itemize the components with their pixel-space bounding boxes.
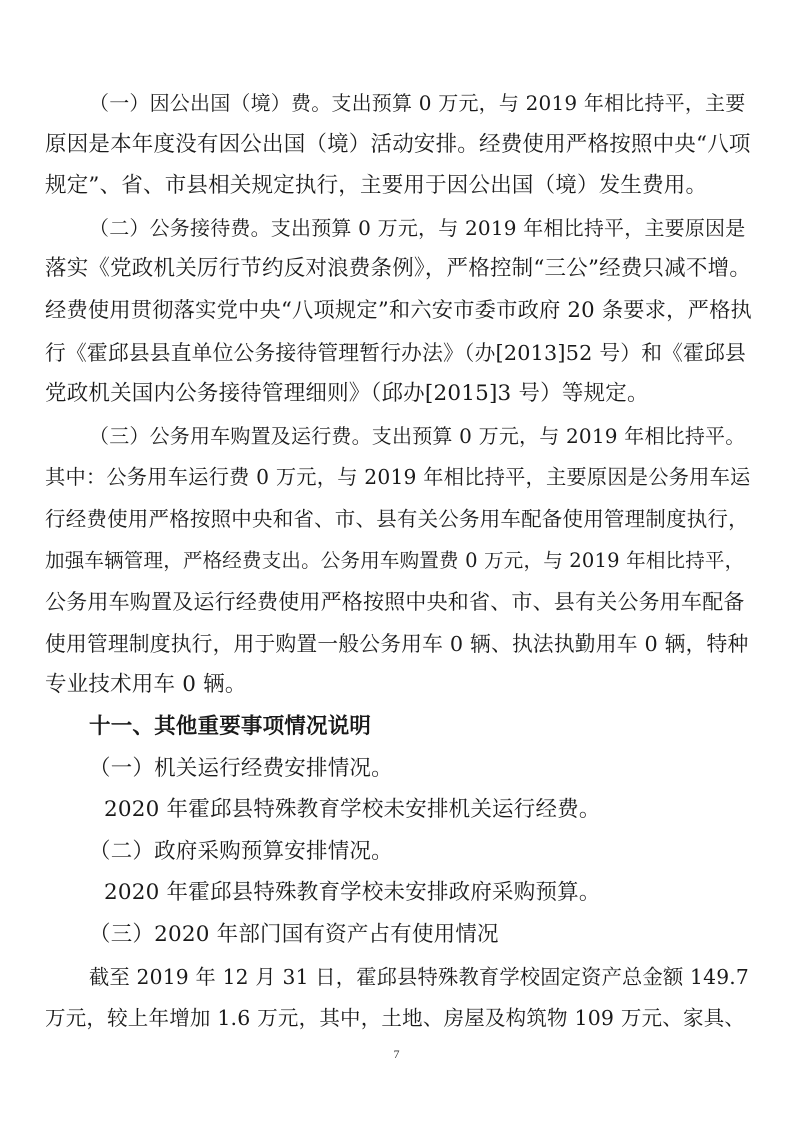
paragraph-line: 截至 2019 年 12 月 31 日，霍邱县特殊教育学校固定资产总金额 149.7 bbox=[89, 964, 750, 989]
paragraph-line: （一）因公出国（境）费。支出预算 0 万元，与 2019 年相比持平，主要 bbox=[89, 91, 746, 115]
paragraph-line: 落实《党政机关厉行节约反对浪费条例》，严格控制“三公”经费只减不增。 bbox=[45, 256, 752, 282]
paragraph-line: 加强车辆管理，严格经费支出。公务用车购置费 0 万元，与 2019 年相比持平， bbox=[45, 548, 745, 572]
paragraph-line: 行经费使用严格按照中央和省、市、县有关公务用车配备使用管理制度执行， bbox=[45, 507, 749, 531]
paragraph-line: 经费使用贯彻落实党中央“八项规定”和六安市委市政府 20 条要求，严格执 bbox=[45, 298, 752, 323]
paragraph-line: 规定”、省、市县相关规定执行，主要用于因公出国（境）发生费用。 bbox=[45, 173, 708, 199]
paragraph-line: 2020 年霍邱县特殊教育学校未安排政府采购预算。 bbox=[104, 880, 601, 906]
paragraph-line: 公务用车购置及运行经费使用严格按照中央和省、市、县有关公务用车配备 bbox=[45, 590, 745, 615]
paragraph-line: 党政机关国内公务接待管理细则》（邱办[2015]3 号）等规定。 bbox=[45, 381, 649, 407]
paragraph-line: 万元，较上年增加 1.6 万元，其中，土地、房屋及构筑物 109 万元、家具、 bbox=[45, 1006, 746, 1031]
paragraph-line: （二）公务接待费。支出预算 0 万元，与 2019 年相比持平，主要原因是 bbox=[89, 215, 746, 240]
paragraph-line: （二）政府采购预算安排情况。 bbox=[89, 838, 393, 864]
page-number: 7 bbox=[393, 1046, 400, 1061]
paragraph-line: 原因是本年度没有因公出国（境）活动安排。经费使用严格按照中央“八项 bbox=[45, 131, 751, 157]
paragraph-line: 行《霍邱县县直单位公务接待管理暂行办法》（办[2013]52 号）和《霍邱县 bbox=[45, 340, 746, 365]
paragraph-line: 2020 年霍邱县特殊教育学校未安排机关运行经费。 bbox=[104, 797, 601, 823]
paragraph-line: 专业技术用车 0 辆。 bbox=[45, 672, 247, 698]
paragraph-line: （一）机关运行经费安排情况。 bbox=[89, 755, 393, 781]
paragraph-line: （三）公务用车购置及运行费。支出预算 0 万元，与 2019 年相比持平。 bbox=[89, 423, 746, 448]
paragraph-line: 使用管理制度执行，用于购置一般公务用车 0 辆、执法执勤用车 0 辆，特种 bbox=[45, 631, 749, 656]
section-heading: 十一、其他重要事项情况说明 bbox=[89, 714, 372, 739]
paragraph-line: 其中：公务用车运行费 0 万元，与 2019 年相比持平，主要原因是公务用车运 bbox=[45, 465, 751, 490]
paragraph-line: （三）2020 年部门国有资产占有使用情况 bbox=[89, 922, 499, 947]
